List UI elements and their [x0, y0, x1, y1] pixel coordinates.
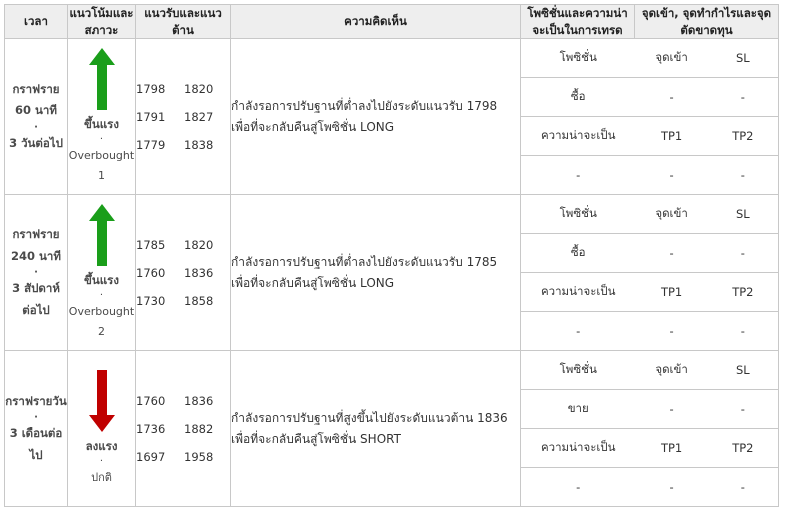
- resistance-level: 1836: [184, 265, 214, 280]
- position-direction: ซื้อ: [521, 78, 635, 117]
- probability-label: ความน่าจะเป็น: [521, 273, 635, 312]
- timeframe-line2: 240 นาที: [11, 248, 61, 263]
- resistance-level: 1820: [184, 81, 214, 96]
- position-row: [521, 390, 778, 429]
- probability-value: -: [576, 168, 581, 183]
- tp1-value: -: [669, 480, 674, 495]
- table-body: [5, 39, 779, 507]
- trend-cell: [68, 351, 136, 507]
- support-resistance-cell: [136, 39, 231, 195]
- support-level: 1730: [136, 293, 166, 308]
- resistance-level: 1820: [184, 237, 214, 252]
- sl-value: -: [708, 78, 778, 117]
- tp1-value: -: [669, 168, 674, 183]
- position-table: [521, 195, 778, 350]
- trend-condition: Overbought 1: [68, 149, 135, 183]
- entry-value: -: [635, 390, 707, 429]
- support-resistance-cell: [136, 351, 231, 507]
- trend-condition: Overbought 2: [68, 305, 135, 339]
- resistance-level: 1827: [184, 109, 214, 124]
- up-arrow-icon: [68, 48, 135, 112]
- level-pair: [136, 443, 230, 471]
- header-position: โพซิชั่นและความน่าจะเป็นในการเทรด: [521, 5, 635, 39]
- timeframe-line3: ไป: [29, 448, 43, 463]
- position-row: [521, 234, 778, 273]
- timeframe-line1: กราฟราย: [12, 226, 60, 241]
- position-table: [521, 39, 778, 194]
- timeframe-line2: 3 เดือนต่อ: [9, 426, 63, 441]
- table-row: [5, 39, 779, 195]
- entry-label: จุดเข้า: [635, 39, 707, 78]
- support-level: 1798: [136, 81, 166, 96]
- level-pair: [136, 231, 230, 259]
- position-row: [521, 312, 778, 351]
- tp2-value: -: [740, 324, 745, 339]
- resistance-level: 1838: [184, 137, 214, 152]
- position-row: [521, 273, 778, 312]
- header-row: [5, 5, 779, 39]
- timeframe-line3: 3 วันต่อไป: [9, 136, 63, 151]
- level-pair: [136, 103, 230, 131]
- trend-separator: ·: [99, 290, 104, 302]
- position-label: โพซิชั่น: [521, 39, 635, 78]
- table-row: [5, 351, 779, 507]
- level-pair: [136, 131, 230, 159]
- entry-label: จุดเข้า: [635, 195, 707, 234]
- tp1-value: -: [669, 324, 674, 339]
- entry-value: -: [635, 78, 707, 117]
- sl-label: SL: [708, 195, 778, 234]
- level-pair: [136, 387, 230, 415]
- trend-cell: [68, 39, 136, 195]
- position-row: [521, 39, 778, 78]
- resistance-level: 1858: [184, 293, 214, 308]
- support-level: 1791: [136, 109, 166, 124]
- up-arrow-icon: [68, 204, 135, 268]
- position-cell: [521, 351, 779, 507]
- timeframe-line1: กราฟรายวัน: [5, 393, 67, 408]
- tp1-label: TP1: [635, 117, 707, 156]
- probability-value: -: [576, 480, 581, 495]
- resistance-level: 1836: [184, 393, 214, 408]
- sl-label: SL: [708, 39, 778, 78]
- timeframe-line1: กราฟราย: [12, 81, 60, 96]
- entry-value: -: [635, 234, 707, 273]
- support-level: 1760: [136, 393, 166, 408]
- tp2-value: -: [740, 168, 745, 183]
- sl-label: SL: [708, 351, 778, 390]
- trend-condition: ปกติ: [91, 471, 112, 485]
- level-pair: [136, 415, 230, 443]
- position-cell: [521, 39, 779, 195]
- support-level: 1736: [136, 421, 166, 436]
- support-resistance-cell: [136, 195, 231, 351]
- comment-cell: กำลังรอการปรับฐานที่ต่ำลงไปยังระดับแนวรับ 1785 เพื่อที่จะกลับคืนสู่โพซิชั่น LONG: [231, 195, 521, 351]
- entry-label: จุดเข้า: [635, 351, 707, 390]
- timeframe-separator: ·: [34, 122, 38, 134]
- header-time: เวลา: [5, 5, 68, 39]
- trend-label: ลงแรง: [85, 438, 118, 453]
- position-cell: [521, 195, 779, 351]
- trend-separator: ·: [99, 456, 104, 468]
- position-direction: ขาย: [521, 390, 635, 429]
- down-arrow-icon: [68, 370, 135, 434]
- timeframe-cell: [5, 195, 68, 351]
- tp1-label: TP1: [635, 429, 707, 468]
- position-row: [521, 351, 778, 390]
- support-level: 1785: [136, 237, 166, 252]
- tp2-label: TP2: [708, 273, 778, 312]
- level-pair: [136, 75, 230, 103]
- trend-cell: [68, 195, 136, 351]
- timeframe-separator: ·: [34, 412, 38, 424]
- position-table: [521, 351, 778, 506]
- timeframe-line3: 3 สัปดาห์: [12, 281, 60, 296]
- position-row: [521, 117, 778, 156]
- sl-value: -: [708, 390, 778, 429]
- level-pair: [136, 259, 230, 287]
- tp2-label: TP2: [708, 117, 778, 156]
- timeframe-line4: ต่อไป: [22, 303, 50, 318]
- position-row: [521, 468, 778, 507]
- tp2-label: TP2: [708, 429, 778, 468]
- position-row: [521, 195, 778, 234]
- resistance-level: 1958: [184, 449, 214, 464]
- level-pair: [136, 287, 230, 315]
- position-direction: ซื้อ: [521, 234, 635, 273]
- position-row: [521, 78, 778, 117]
- probability-label: ความน่าจะเป็น: [521, 429, 635, 468]
- header-entry-tp-sl: จุดเข้า, จุดทำกำไรและจุดตัดขาดทุน: [635, 5, 779, 39]
- position-label: โพซิชั่น: [521, 195, 635, 234]
- table-header: [5, 5, 779, 39]
- trend-label: ขึ้นแรง: [84, 116, 119, 131]
- analysis-page: [0, 4, 785, 495]
- position-label: โพซิชั่น: [521, 351, 635, 390]
- table-row: [5, 195, 779, 351]
- timeframe-separator: ·: [34, 267, 38, 279]
- timeframe-cell: [5, 351, 68, 507]
- support-level: 1697: [136, 449, 166, 464]
- header-trend: แนวโน้มและสภาวะ: [68, 5, 136, 39]
- comment-cell: กำลังรอการปรับฐานที่ต่ำลงไปยังระดับแนวรับ 1798 เพื่อที่จะกลับคืนสู่โพซิชั่น LONG: [231, 39, 521, 195]
- timeframe-line2: 60 นาที: [15, 103, 57, 118]
- market-analysis-table: [4, 4, 779, 507]
- comment-cell: กำลังรอการปรับฐานที่สูงขึ้นไปยังระดับแนวต้าน 1836 เพื่อที่จะกลับคืนสู่โพซิชั่น SHORT: [231, 351, 521, 507]
- sl-value: -: [708, 234, 778, 273]
- tp2-value: -: [740, 480, 745, 495]
- header-comment: ความคิดเห็น: [231, 5, 521, 39]
- probability-label: ความน่าจะเป็น: [521, 117, 635, 156]
- position-row: [521, 156, 778, 195]
- timeframe-cell: [5, 39, 68, 195]
- tp1-label: TP1: [635, 273, 707, 312]
- trend-separator: ·: [99, 134, 104, 146]
- probability-value: -: [576, 324, 581, 339]
- support-level: 1760: [136, 265, 166, 280]
- resistance-level: 1882: [184, 421, 214, 436]
- position-row: [521, 429, 778, 468]
- support-level: 1779: [136, 137, 166, 152]
- header-support-resistance: แนวรับและแนวต้าน: [136, 5, 231, 39]
- trend-label: ขึ้นแรง: [84, 272, 119, 287]
